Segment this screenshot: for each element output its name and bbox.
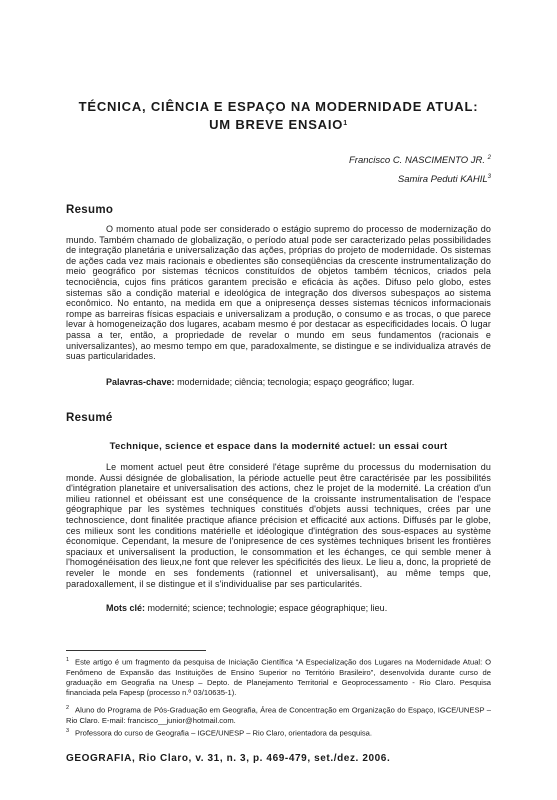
resume-keywords-text: modernité; science; technologie; espace géographique; lieu. — [147, 603, 388, 613]
author-2-name: Samira Peduti KAHIL — [397, 174, 488, 186]
author-1-name: Francisco C. NASCIMENTO JR. — [349, 155, 486, 167]
resume-text: Le moment actuel peut être consideré l'étage suprême du processus du modernisation du monde. Aussi désignée de globalisation, la période actuelle peut être caractérisée par les possibilités d'intégration planetaire et universalisation des actions, chez le projet de la modernité. La création d'un milieu rationnel et obéissant est une conséquence de la croissante instrumentalisation de l'espace géographique par les systèmes techniques constitués d'objets aussi techniques, crées par une technoscience, dont finalitée practique afiance précision et efficacité aux actions. Diffusés par le globe, ces milieux sont les conditions matérielle et idéologique d'intégration des sous-espaces au système économique. Cependant, la mesure de l'onipresence de ces systèmes techniques brisent les frontières spaciaux et universalisent la production, le consommation et les échanges, ce qui semble mener à l'homogénéisation des lieux,ne font que relever les spécificités des lieux. Le lieu a, donc, la proprieté de reveler le monde en ses fondements (rationnel et universalisant), au même temps que, paradoxallement, il se distingue et il s'individualise par ses particularités. — [66, 462, 491, 589]
title-line-2 — [0, 116, 557, 134]
footnote-1-number: 1 — [66, 657, 70, 663]
footnote-3-number: 3 — [66, 728, 70, 734]
resumo-heading: Resumo — [66, 204, 114, 216]
resumo-keywords-label: Palavras-chave: — [106, 377, 175, 387]
author-1 — [349, 150, 491, 169]
resume-keywords — [66, 603, 491, 614]
article-title — [0, 98, 557, 134]
resume-heading: Resumé — [66, 412, 113, 424]
footnote-1-text: Este artigo é um fragmento da pesquisa de Iniciação Científica “A Especialização dos Lugares na Modernidade Atual: O Fenômeno de Expansão das Instituições de Ensino Superior no Território Brasileiro”, desenvolvida durante curso de graduação em Geografia na Unesp – Depto. de Planejamento Territorial e Geoprocessamento - Rio Claro. Pesquisa financiada pela Fapesp (processo n.º 03/10635-1). — [66, 657, 491, 697]
footnote-2-number: 2 — [66, 705, 70, 711]
resume-subtitle: Technique, science et espace dans la modernité actuel: un essai court — [109, 441, 448, 452]
resumo-text: O momento atual pode ser considerado o estágio supremo do processo de modernização do mundo. Também chamado de globalização, o período atual pode ser caracterizado pelas possibilidades de integração planetária e universalização das ações, próprias do projeto de modernidade. Os sistemas de ações cada vez mais racionais e obedientes são conseqüências da crescente instrumentalização do meio geográfico por sistemas técnicos constituídos de objetos também técnicos, criados pela tecnociência, cujos fins práticos garantem precisão e eficácia às ações. Difuso pelo globo, estes sistemas são a condição material e ideológica de integração dos diversos subespaços ao sistema econômico. No entanto, na medida em que a onipresença desses sistemas técnicos informacionais rompe as barreiras físicas espaciais e universalizam a produção, o consumo e as trocas, o que parece levar à homogeneização dos lugares, acabam mesmo é por destacar as especificidades locais. O lugar passa a ter, então, a propriedade de revelar o mundo em seus fundamentos (racionais e universalizantes), ao mesmo tempo em que, paradoxalmente, se distingue e se individualiza através de suas particularidades. — [66, 224, 491, 362]
footnote-2-text: Aluno do Programa de Pós-Graduação em Geografia, Área de Concentração em Organização do Espaço, IGCE/UNESP – Rio Claro. E-mail: francisco__junior@hotmail.com. — [66, 705, 491, 725]
author-1-footnote-ref: 2 — [487, 155, 491, 161]
footnote-3 — [66, 726, 491, 739]
title-line-2-text: UM BREVE ENSAIO — [209, 117, 344, 132]
journal-citation-footer: GEOGRAFIA, Rio Claro, v. 31, n. 3, p. 469-479, set./dez. 2006. — [66, 753, 391, 764]
footnote-2 — [66, 703, 491, 726]
footnote-1 — [66, 655, 491, 698]
author-2-footnote-ref: 3 — [487, 174, 491, 181]
resumo-keywords-text: modernidade; ciência; tecnologia; espaço geográfico; lugar. — [177, 377, 415, 387]
footnote-rule — [66, 650, 206, 651]
resumo-keywords — [66, 377, 491, 388]
author-list — [349, 150, 491, 188]
title-line-1: TÉCNICA, CIÊNCIA E ESPAÇO NA MODERNIDADE ATUAL: — [78, 99, 479, 114]
author-2 — [349, 169, 491, 188]
resume-keywords-label: Mots clé: — [106, 603, 146, 613]
footnote-3-text: Professora do curso de Geografia – IGCE/UNESP – Rio Claro, orientadora da pesquisa. — [75, 728, 373, 738]
title-footnote-ref: 1 — [343, 120, 348, 127]
